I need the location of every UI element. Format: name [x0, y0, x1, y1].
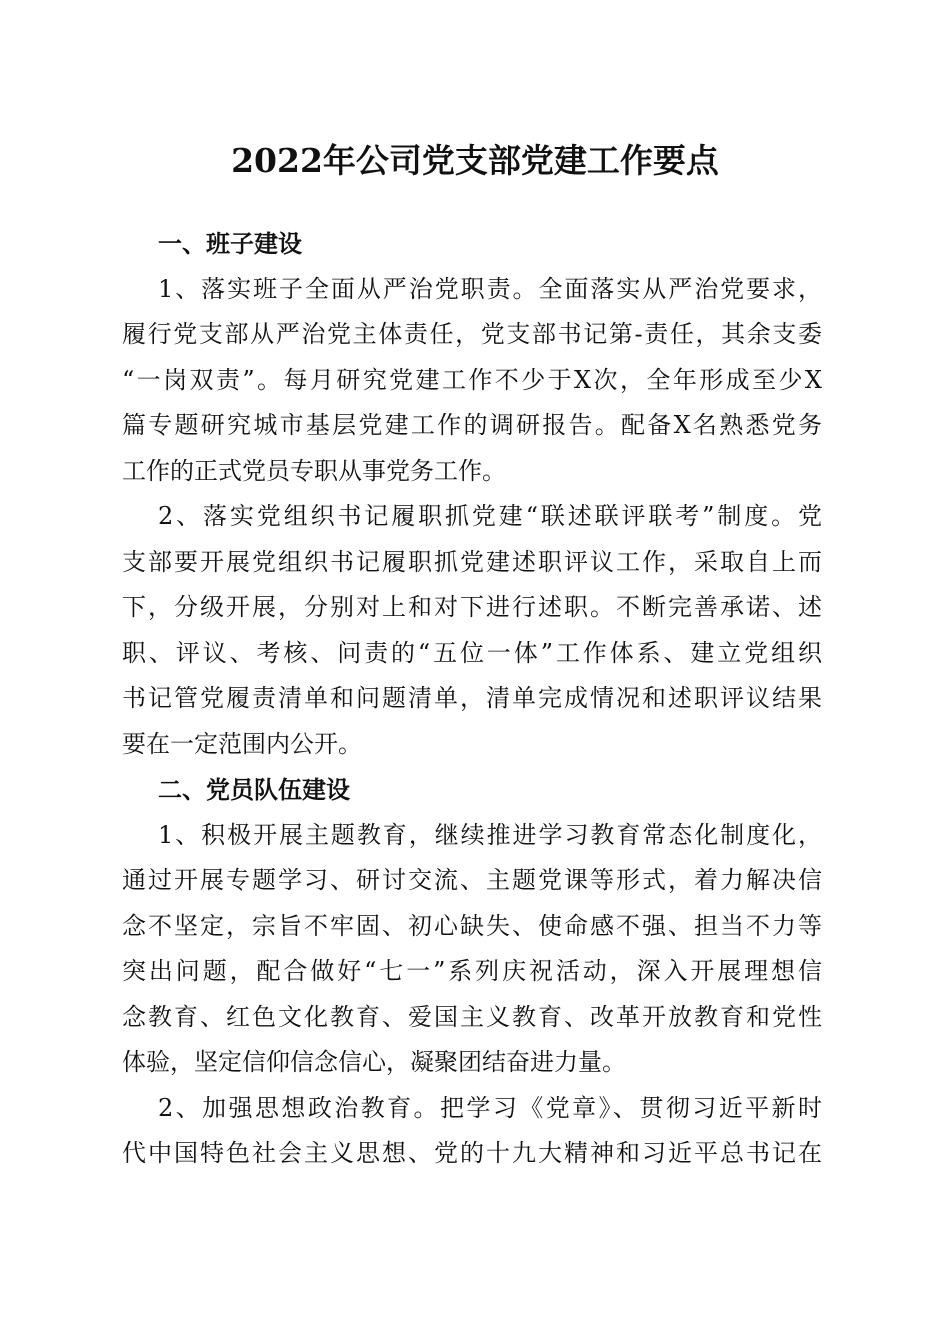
paragraph-line: 代中国特色社会主义思想、党的十九大精神和习近平总书记在 — [122, 1139, 822, 1167]
paragraph-line: 念不坚定，宗旨不牢固、初心缺失、使命感不强、担当不力等 — [122, 911, 822, 940]
paragraph-line: 书记管党履责清单和问题清单，清单完成情况和述职评议结果 — [122, 684, 822, 712]
paragraph-line: 体验，坚定信仰信念信心，凝聚团结奋进力量。 — [122, 1048, 626, 1076]
paragraph-line: 突出问题，配合做好“七一”系列庆祝活动，深入开展理想信 — [122, 957, 822, 985]
paragraph-line: 2、落实党组织书记履职抓党建“联述联评联考”制度。党 — [158, 502, 822, 530]
paragraph-line: 1、积极开展主题教育，继续推进学习教育常态化制度化， — [158, 820, 822, 849]
section-heading: 一、班子建设 — [158, 229, 302, 258]
section-heading: 二、党员队伍建设 — [158, 775, 350, 804]
paragraph-line: 通过开展专题学习、研讨交流、主题党课等形式，着力解决信 — [122, 866, 822, 894]
paragraph-line: 2、加强思想政治教育。把学习《党章》、贯彻习近平新时 — [158, 1093, 822, 1122]
paragraph-line: 念教育、红色文化教育、爱国主义教育、改革开放教育和党性 — [122, 1002, 822, 1031]
paragraph-line: 下，分级开展，分别对上和对下进行述职。不断完善承诺、述 — [122, 593, 822, 621]
paragraph-line: 篇专题研究城市基层党建工作的调研报告。配备X名熟悉党务 — [122, 411, 822, 439]
paragraph-line: “一岗双责”。每月研究党建工作不少于X次，全年形成至少X — [122, 365, 822, 394]
paragraph-line: 要在一定范围内公开。 — [122, 729, 362, 758]
document-title: 2022年公司党支部党建工作要点 — [231, 141, 719, 180]
paragraph-line: 支部要开展党组织书记履职抓党建述职评议工作，采取自上而 — [122, 547, 822, 576]
document-body — [122, 221, 822, 1177]
paragraph-line: 履行党支部从严治党主体责任，党支部书记第-责任，其余支委 — [122, 320, 822, 348]
paragraph-line: 职、评议、考核、问责的“五位一体”工作体系、建立党组织 — [122, 638, 822, 667]
paragraph-line: 1、落实班子全面从严治党职责。全面落实从严治党要求， — [158, 274, 822, 303]
paragraph-line: 工作的正式党员专职从事党务工作。 — [122, 456, 506, 485]
